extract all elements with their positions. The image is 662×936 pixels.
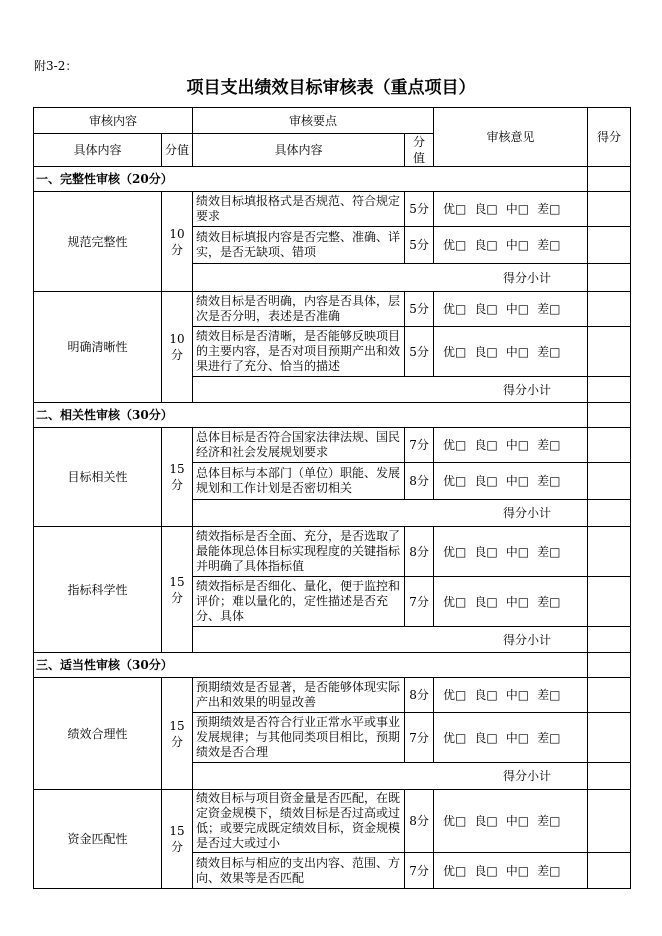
rating-option-checkbox[interactable]: 良□ <box>474 730 498 745</box>
item-text: 绩效目标与项目资金量是否匹配，在既定资金规模下，绩效目标是否过高或过低；或要完成既定绩效目标，资金规模是否过大或过小 <box>193 790 405 853</box>
page-title: 项目支出绩效目标审核表（重点项目） <box>186 78 476 98</box>
rating-option-checkbox[interactable]: 差□ <box>537 688 561 702</box>
rating-option-checkbox[interactable]: 中□ <box>505 302 530 316</box>
subtotal-label: 得分小计 <box>193 500 588 527</box>
item-points: 8分 <box>405 790 434 853</box>
rating-option-checkbox[interactable]: 优□ <box>443 238 467 252</box>
group-points: 15分 <box>162 790 193 889</box>
rating-option-checkbox[interactable]: 优□ <box>443 594 467 609</box>
item-score-cell[interactable] <box>588 463 631 500</box>
item-score-cell[interactable] <box>588 428 631 463</box>
item-score-cell[interactable] <box>588 192 631 227</box>
section-title: 二、相关性审核（30分） <box>34 403 588 428</box>
item-score-cell[interactable] <box>588 292 631 327</box>
subtotal-label: 得分小计 <box>193 763 588 790</box>
group-points: 15分 <box>162 678 193 790</box>
rating-option-checkbox[interactable]: 中□ <box>505 863 530 878</box>
rating-option-checkbox[interactable]: 差□ <box>537 814 561 828</box>
rating-option-checkbox[interactable]: 优□ <box>443 302 467 316</box>
rating-option-checkbox[interactable]: 差□ <box>537 238 561 252</box>
item-points: 7分 <box>405 713 434 763</box>
rating-option-checkbox[interactable]: 差□ <box>537 730 561 745</box>
rating-options <box>434 292 588 327</box>
rating-options <box>434 227 588 264</box>
item-text: 总体目标与本部门（单位）职能、发展规划和工作计划是否密切相关 <box>193 463 405 500</box>
group-name: 绩效合理性 <box>34 678 162 790</box>
item-points: 8分 <box>405 463 434 500</box>
rating-option-checkbox[interactable]: 良□ <box>474 202 498 216</box>
rating-option-checkbox[interactable]: 中□ <box>505 474 530 488</box>
rating-option-checkbox[interactable]: 优□ <box>443 814 467 828</box>
group-points: 15分 <box>162 428 193 527</box>
rating-option-checkbox[interactable]: 良□ <box>474 344 498 359</box>
rating-option-checkbox[interactable]: 差□ <box>537 544 561 559</box>
rating-option-checkbox[interactable]: 良□ <box>474 238 498 252</box>
subtotal-label: 得分小计 <box>193 627 588 653</box>
subtotal-label: 得分小计 <box>193 377 588 403</box>
subtotal-label: 得分小计 <box>193 264 588 292</box>
rating-option-checkbox[interactable]: 优□ <box>443 863 467 878</box>
rating-option-checkbox[interactable]: 良□ <box>474 863 498 878</box>
header-points-value-2: 分值 <box>405 134 434 167</box>
rating-option-checkbox[interactable]: 良□ <box>474 544 498 559</box>
rating-option-checkbox[interactable]: 中□ <box>505 202 530 216</box>
subtotal-score-cell[interactable] <box>588 763 631 790</box>
rating-options <box>434 577 588 627</box>
rating-options <box>434 327 588 377</box>
rating-option-checkbox[interactable]: 中□ <box>505 814 530 828</box>
item-text: 绩效目标是否清晰，是否能够反映项目的主要内容，是否对项目预期产出和效果进行了充分、恰当的描述 <box>193 327 405 377</box>
item-points: 5分 <box>405 192 434 227</box>
group-points: 10分 <box>162 292 193 403</box>
group-points: 10分 <box>162 192 193 292</box>
header-review-points: 审核要点 <box>193 108 434 134</box>
header-points-value: 分值 <box>162 134 193 167</box>
rating-option-checkbox[interactable]: 优□ <box>443 730 467 745</box>
rating-option-checkbox[interactable]: 中□ <box>505 344 530 359</box>
rating-option-checkbox[interactable]: 优□ <box>443 438 467 452</box>
item-score-cell[interactable] <box>588 527 631 577</box>
rating-options <box>434 713 588 763</box>
item-text: 绩效目标是否明确，内容是否具体，层次是否分明，表述是否准确 <box>193 292 405 327</box>
rating-option-checkbox[interactable]: 优□ <box>443 688 467 702</box>
rating-option-checkbox[interactable]: 中□ <box>505 238 530 252</box>
rating-options <box>434 463 588 500</box>
item-text: 绩效指标是否全面、充分，是否选取了最能体现总体目标实现程度的关键指标并明确了具体指标值 <box>193 527 405 577</box>
rating-options <box>434 790 588 853</box>
item-score-cell[interactable] <box>588 790 631 853</box>
item-score-cell[interactable] <box>588 327 631 377</box>
rating-option-checkbox[interactable]: 良□ <box>474 302 498 316</box>
item-points: 5分 <box>405 227 434 264</box>
group-name: 目标相关性 <box>34 428 162 527</box>
rating-option-checkbox[interactable]: 中□ <box>505 688 530 702</box>
rating-option-checkbox[interactable]: 优□ <box>443 202 467 216</box>
rating-option-checkbox[interactable]: 优□ <box>443 344 467 359</box>
section-score-cell <box>588 653 631 678</box>
rating-option-checkbox[interactable]: 良□ <box>474 438 498 452</box>
item-score-cell[interactable] <box>588 577 631 627</box>
rating-option-checkbox[interactable]: 中□ <box>505 544 530 559</box>
rating-option-checkbox[interactable]: 差□ <box>537 438 561 452</box>
section-score-cell <box>588 403 631 428</box>
rating-option-checkbox[interactable]: 优□ <box>443 544 467 559</box>
subtotal-score-cell[interactable] <box>588 627 631 653</box>
rating-option-checkbox[interactable]: 良□ <box>474 688 498 702</box>
subtotal-score-cell[interactable] <box>588 377 631 403</box>
item-text: 绩效目标填报格式是否规范、符合规定要求 <box>193 192 405 227</box>
rating-options <box>434 678 588 713</box>
rating-options <box>434 428 588 463</box>
section-title: 三、适当性审核（30分） <box>34 653 588 678</box>
rating-option-checkbox[interactable]: 中□ <box>505 594 530 609</box>
item-points: 8分 <box>405 527 434 577</box>
rating-option-checkbox[interactable]: 差□ <box>537 302 561 316</box>
item-text: 绩效目标与相应的支出内容、范围、方向、效果等是否匹配 <box>193 853 405 889</box>
item-text: 总体目标是否符合国家法律法规、国民经济和社会发展规划要求 <box>193 428 405 463</box>
header-review-content: 审核内容 <box>34 108 193 134</box>
header-specific-content-2: 具体内容 <box>193 134 405 167</box>
item-text: 绩效目标填报内容是否完整、准确、详实，是否无缺项、错项 <box>193 227 405 264</box>
item-score-cell[interactable] <box>588 853 631 889</box>
rating-options <box>434 853 588 889</box>
group-name: 资金匹配性 <box>34 790 162 889</box>
item-points: 7分 <box>405 577 434 627</box>
header-review-opinion: 审核意见 <box>434 108 588 167</box>
review-table <box>33 107 631 889</box>
header-score: 得分 <box>588 108 631 167</box>
item-points: 5分 <box>405 327 434 377</box>
annex-label: 附3-2： <box>34 59 78 73</box>
rating-option-checkbox[interactable]: 良□ <box>474 474 498 488</box>
group-points: 15分 <box>162 527 193 653</box>
rating-option-checkbox[interactable]: 差□ <box>537 594 561 609</box>
group-name: 规范完整性 <box>34 192 162 292</box>
item-score-cell[interactable] <box>588 227 631 264</box>
rating-option-checkbox[interactable]: 良□ <box>474 814 498 828</box>
subtotal-score-cell[interactable] <box>588 264 631 292</box>
group-name: 指标科学性 <box>34 527 162 653</box>
section-score-cell <box>588 167 631 192</box>
rating-option-checkbox[interactable]: 差□ <box>537 344 561 359</box>
item-text: 预期绩效是否显著，是否能够体现实际产出和效果的明显改善 <box>193 678 405 713</box>
header-specific-content: 具体内容 <box>34 134 162 167</box>
rating-option-checkbox[interactable]: 中□ <box>505 438 530 452</box>
rating-option-checkbox[interactable]: 差□ <box>537 474 561 488</box>
rating-option-checkbox[interactable]: 差□ <box>537 863 561 878</box>
item-score-cell[interactable] <box>588 713 631 763</box>
item-points: 8分 <box>405 678 434 713</box>
rating-option-checkbox[interactable]: 优□ <box>443 474 467 488</box>
item-score-cell[interactable] <box>588 678 631 713</box>
item-points: 7分 <box>405 428 434 463</box>
item-text: 预期绩效是否符合行业正常水平或事业发展规律；与其他同类项目相比，预期绩效是否合理 <box>193 713 405 763</box>
rating-option-checkbox[interactable]: 差□ <box>537 202 561 216</box>
rating-option-checkbox[interactable]: 中□ <box>505 730 530 745</box>
subtotal-score-cell[interactable] <box>588 500 631 527</box>
group-name: 明确清晰性 <box>34 292 162 403</box>
rating-options <box>434 192 588 227</box>
item-text: 绩效指标是否细化、量化，便于监控和评价；难以量化的，定性描述是否充分、具体 <box>193 577 405 627</box>
section-title: 一、完整性审核（20分） <box>34 167 588 192</box>
item-points: 7分 <box>405 853 434 889</box>
item-points: 5分 <box>405 292 434 327</box>
rating-options <box>434 527 588 577</box>
rating-option-checkbox[interactable]: 良□ <box>474 594 498 609</box>
